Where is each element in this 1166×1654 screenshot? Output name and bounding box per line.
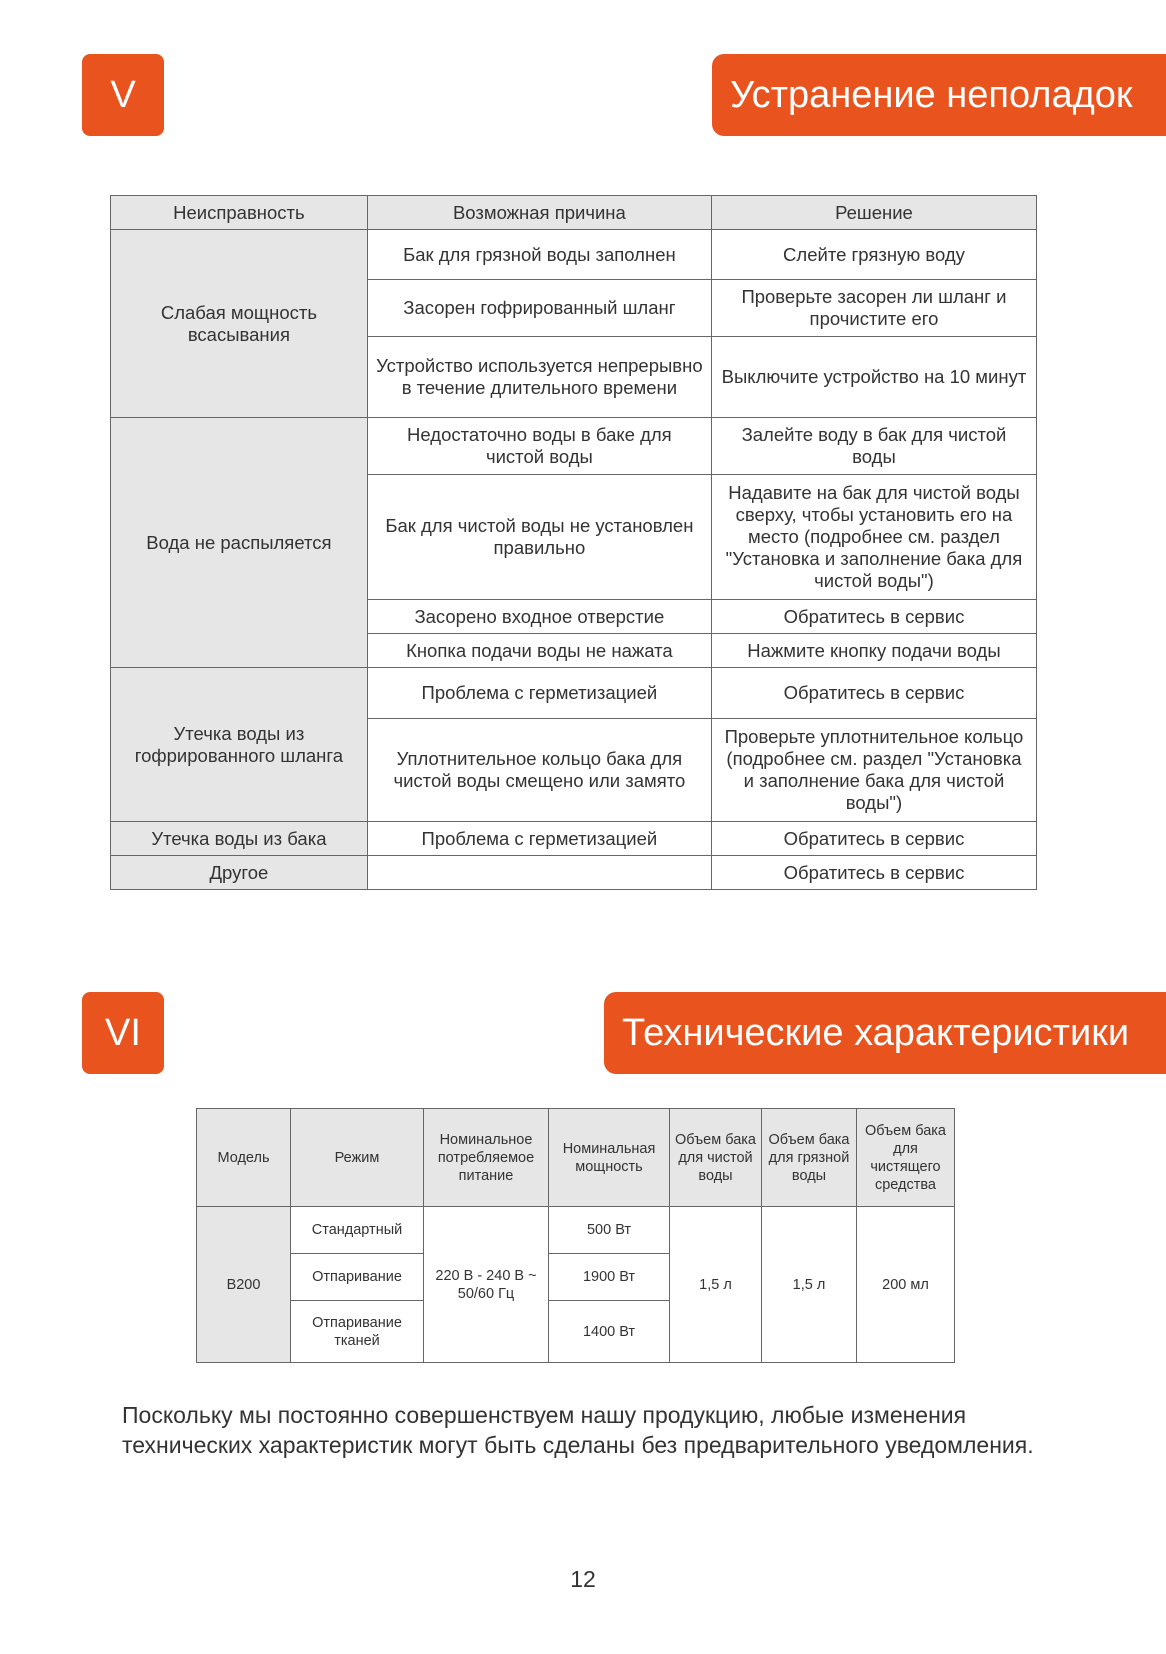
problem-cell: Слабая мощность всасывания (111, 230, 368, 418)
section-title: Устранение неполадок (730, 73, 1133, 116)
table-row (111, 822, 1037, 856)
solution-cell: Нажмите кнопку подачи воды (711, 634, 1036, 668)
cause-cell: Бак для чистой воды не установлен правильно (367, 475, 711, 600)
column-header: Номинальная мощность (549, 1109, 670, 1207)
cause-cell: Проблема с герметизацией (367, 668, 711, 719)
detergent-tank-cell: 200 мл (857, 1207, 955, 1363)
solution-cell: Проверьте засорен ли шланг и прочистите его (711, 280, 1036, 337)
column-header: Объем бака для чистящего средства (857, 1109, 955, 1207)
dirty-tank-cell: 1,5 л (762, 1207, 857, 1363)
disclaimer-note: Поскольку мы постоянно совершенствуем нашу продукцию, любые изменения технических характеристик могут быть сделаны без предварительного уведомления. (122, 1402, 1034, 1458)
section-title-bar (604, 992, 1166, 1074)
column-header: Объем бака для чистой воды (670, 1109, 762, 1207)
power-cell: 1400 Вт (549, 1301, 670, 1363)
problem-cell: Другое (111, 856, 368, 890)
table-row (111, 418, 1037, 475)
solution-cell: Залейте воду в бак для чистой воды (711, 418, 1036, 475)
solution-cell: Выключите устройство на 10 минут (711, 337, 1036, 418)
cause-cell: Засорено входное отверстие (367, 600, 711, 634)
table-row (197, 1207, 955, 1254)
section-number: V (110, 73, 136, 116)
cause-cell: Недостаточно воды в баке для чистой воды (367, 418, 711, 475)
column-header: Режим (291, 1109, 424, 1207)
table-row (111, 668, 1037, 719)
problem-cell: Вода не распыляется (111, 418, 368, 668)
column-header: Номинальное потребляемое питание (424, 1109, 549, 1207)
power-cell: 500 Вт (549, 1207, 670, 1254)
section-title: Технические характеристики (622, 1011, 1130, 1054)
troubleshooting-table (110, 195, 1037, 890)
solution-cell: Надавите на бак для чистой воды сверху, чтобы установить его на место (подробнее см. раздел "Установка и заполнение бака для чистой воды") (711, 475, 1036, 600)
section-number: VI (105, 1011, 141, 1054)
cause-cell: Бак для грязной воды заполнен (367, 230, 711, 280)
table-header-row (111, 196, 1037, 230)
cause-cell (367, 856, 711, 890)
mode-cell: Отпаривание тканей (291, 1301, 424, 1363)
table-row (111, 230, 1037, 280)
solution-cell: Слейте грязную воду (711, 230, 1036, 280)
cause-cell: Устройство используется непрерывно в течение длительного времени (367, 337, 711, 418)
supply-cell: 220 В - 240 В ~ 50/60 Гц (424, 1207, 549, 1363)
section-title-bar (712, 54, 1166, 136)
cause-cell: Проблема с герметизацией (367, 822, 711, 856)
cause-cell: Уплотнительное кольцо бака для чистой воды смещено или замято (367, 719, 711, 822)
problem-cell: Утечка воды из гофрированного шланга (111, 668, 368, 822)
cause-cell: Засорен гофрированный шланг (367, 280, 711, 337)
table-header-row (197, 1109, 955, 1207)
column-header: Возможная причина (367, 196, 711, 230)
column-header: Модель (197, 1109, 291, 1207)
column-header: Объем бака для грязной воды (762, 1109, 857, 1207)
solution-cell: Обратитесь в сервис (711, 668, 1036, 719)
specifications-table (196, 1108, 955, 1363)
column-header: Решение (711, 196, 1036, 230)
power-cell: 1900 Вт (549, 1254, 670, 1301)
problem-cell: Утечка воды из бака (111, 822, 368, 856)
solution-cell: Обратитесь в сервис (711, 822, 1036, 856)
section-number-badge (82, 992, 164, 1074)
solution-cell: Проверьте уплотнительное кольцо (подробнее см. раздел "Установка и заполнение бака для чистой воды") (711, 719, 1036, 822)
column-header: Неисправность (111, 196, 368, 230)
mode-cell: Стандартный (291, 1207, 424, 1254)
clean-tank-cell: 1,5 л (670, 1207, 762, 1363)
mode-cell: Отпаривание (291, 1254, 424, 1301)
section-number-badge (82, 54, 164, 136)
solution-cell: Обратитесь в сервис (711, 856, 1036, 890)
solution-cell: Обратитесь в сервис (711, 600, 1036, 634)
page-number: 12 (570, 1566, 596, 1592)
model-cell: B200 (197, 1207, 291, 1363)
cause-cell: Кнопка подачи воды не нажата (367, 634, 711, 668)
table-row (111, 856, 1037, 890)
